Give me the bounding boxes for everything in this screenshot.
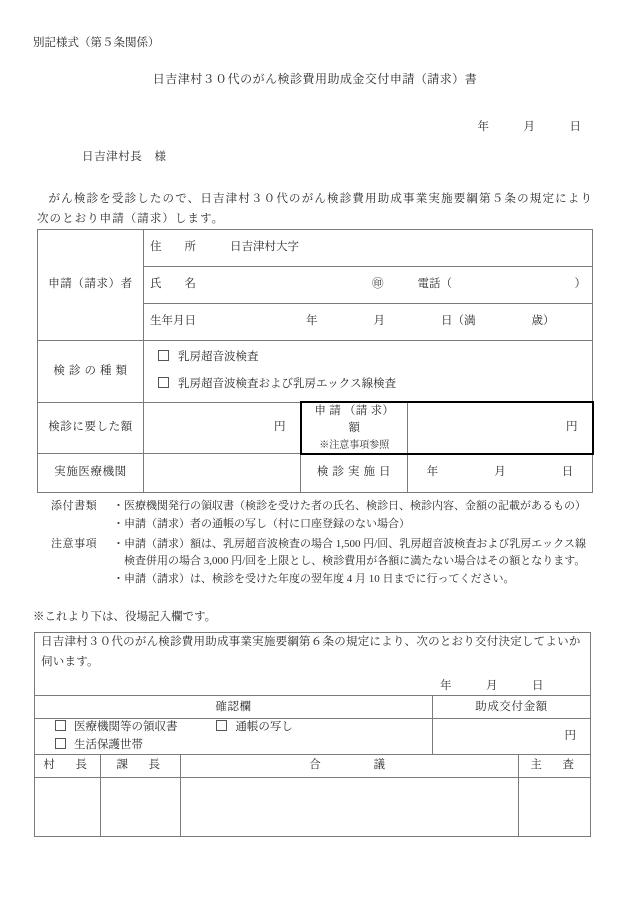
office-row-sign-headers [35, 754, 591, 777]
sign-box-inspector[interactable] [519, 777, 591, 836]
screening-option-1[interactable] [158, 349, 586, 366]
page-title: 日吉津村３０代のがん検診費用助成金交付申請（請求）書 [152, 72, 478, 86]
institution-value-cell[interactable] [144, 454, 301, 493]
sign-box-consultation[interactable] [181, 777, 519, 836]
attachments-body [113, 498, 593, 534]
screening-option-2-label: 乳房超音波検査および乳房エックス線検査 [178, 378, 397, 390]
sign-header-consultation: 合 議 [181, 754, 519, 777]
cost-value-cell[interactable] [144, 402, 301, 454]
screening-type-label: 検 診 の 種 類 [38, 341, 144, 403]
table-row-cost [38, 402, 593, 454]
claim-amount-value-cell[interactable] [408, 402, 593, 454]
institution-label: 実施医療機関 [38, 454, 144, 493]
office-row-intro [35, 633, 591, 696]
confirm-item-receipt[interactable] [41, 719, 178, 736]
cost-unit: 円 [274, 421, 286, 434]
intro-paragraph: がん検診を受診したので、日吉津村３０代のがん検診費用助成事業実施要綱第５条の規定により次のとおり申請（請求）します。 [37, 193, 593, 225]
attachments-row [37, 498, 593, 534]
birthdate-field-cell[interactable] [144, 304, 593, 341]
birth-label: 生年月日 [150, 315, 196, 328]
office-date-day: 日 [532, 680, 544, 693]
birth-year: 年 [306, 315, 318, 328]
phone-close-paren: ） [574, 278, 586, 291]
address-value: 日吉津村大字 [230, 241, 299, 254]
office-row-sign-body [35, 777, 591, 836]
form-kind-label: 別記様式（第５条関係） [33, 37, 160, 49]
caution-item: ・申請（請求）額は、乳房超音波検査の場合 1,500 円/回、乳房超音波検査および乳房エックス線 [113, 537, 586, 550]
exam-date-label: 検 診 実 施 日 [301, 454, 408, 493]
claim-amount-note: ※注意事項参照 [319, 439, 390, 451]
sign-box-section-chief[interactable] [101, 777, 181, 836]
sign-box-mayor[interactable] [35, 777, 101, 836]
attachments-label: 添付書類 [51, 500, 98, 512]
cost-label: 検診に要した額 [38, 402, 144, 454]
table-row-screening-type [38, 341, 593, 403]
header-date-year: 年 [477, 120, 489, 133]
office-date-month: 月 [486, 680, 498, 693]
address-field-cell[interactable] [144, 230, 593, 267]
screening-options-cell [144, 341, 593, 403]
caution-item: ・申請（請求）は、検診を受けた年度の翌年度 4 月 10 日までに行ってください。 [113, 573, 515, 586]
checkbox-icon[interactable] [55, 720, 66, 731]
attachment-item: ・申請（請求）者の通帳の写し（村に口座登録のない場合） [113, 517, 410, 530]
addressee: 日吉津村長 様 [82, 151, 167, 163]
grant-amount-unit: 円 [564, 729, 576, 742]
exam-date-month: 月 [494, 466, 506, 479]
caution-item-cont: 検査併用の場合 3,000 円/回を上限とし、検診費用が各額に満たない場合はその額となります。 [124, 555, 586, 568]
applicant-label: 申請（請求）者 [38, 230, 144, 341]
confirm-item-welfare[interactable] [41, 737, 143, 754]
header-date-month: 月 [523, 120, 535, 133]
table-row-institution [38, 454, 593, 493]
cautions-body [113, 536, 593, 589]
sign-header-inspector: 主 査 [519, 754, 591, 777]
header-date-line [466, 110, 616, 145]
sign-header-section-chief: 課 長 [101, 754, 181, 777]
claim-amount-label: 申 請 （請 求） 額 [314, 405, 395, 435]
office-row-headers [35, 696, 591, 719]
office-intro-text: 日吉津村３０代のがん検診費用助成事業実施要綱第６条の規定により、次のとおり交付決定してよいか伺います。 [41, 636, 581, 668]
office-use-table [34, 632, 591, 837]
office-date-year: 年 [440, 680, 452, 693]
exam-date-day: 日 [561, 466, 574, 479]
cautions-label: 注意事項 [51, 537, 98, 550]
checkbox-icon[interactable] [158, 350, 169, 361]
application-table [37, 229, 594, 493]
confirm-item-receipt-label: 医療機関等の領収書 [74, 721, 178, 734]
checkbox-icon[interactable] [216, 720, 227, 731]
attachment-item: ・医療機関発行の領収書（検診を受けた者の氏名、検診日、検診内容、金額の記載があるもの） [113, 500, 586, 512]
exam-date-value-cell[interactable] [408, 454, 593, 493]
sign-header-mayor: 村 長 [35, 754, 101, 777]
office-intro-cell [35, 633, 591, 696]
office-date-line [41, 672, 584, 695]
birth-day: 日（満 [441, 315, 476, 328]
screening-option-1-label: 乳房超音波検査 [178, 351, 259, 364]
grant-amount-header: 助成交付金額 [433, 696, 591, 719]
birth-age: 歳） [531, 315, 555, 328]
exam-date-year: 年 [426, 466, 439, 479]
office-row-confirm [35, 719, 591, 755]
checkbox-icon[interactable] [158, 377, 169, 388]
notes-section [37, 498, 593, 589]
seal-icon: ㊞ [372, 278, 384, 291]
confirm-item-passbook[interactable] [202, 719, 293, 736]
grant-amount-value-cell[interactable] [433, 719, 591, 755]
confirm-item-welfare-label: 生活保護世帯 [74, 738, 143, 751]
header-date-day: 日 [569, 120, 581, 133]
screening-option-2[interactable] [158, 376, 586, 393]
claim-amount-label-cell [301, 402, 408, 454]
birth-month: 月 [373, 315, 385, 328]
checkbox-icon[interactable] [55, 738, 66, 749]
table-row-address [38, 230, 593, 267]
office-use-heading: ※これより下は、役場記入欄です。 [33, 611, 217, 623]
cautions-row [37, 536, 593, 589]
claim-amount-unit: 円 [566, 421, 578, 434]
confirm-item-passbook-label: 通帳の写し [235, 721, 293, 734]
phone-label: 電話（ [417, 278, 452, 291]
name-label: 氏 名 [150, 278, 196, 291]
name-field-cell[interactable] [144, 267, 593, 304]
confirm-header: 確認欄 [35, 696, 433, 719]
address-label: 住 所 [150, 241, 196, 254]
confirm-items-cell [35, 719, 433, 755]
